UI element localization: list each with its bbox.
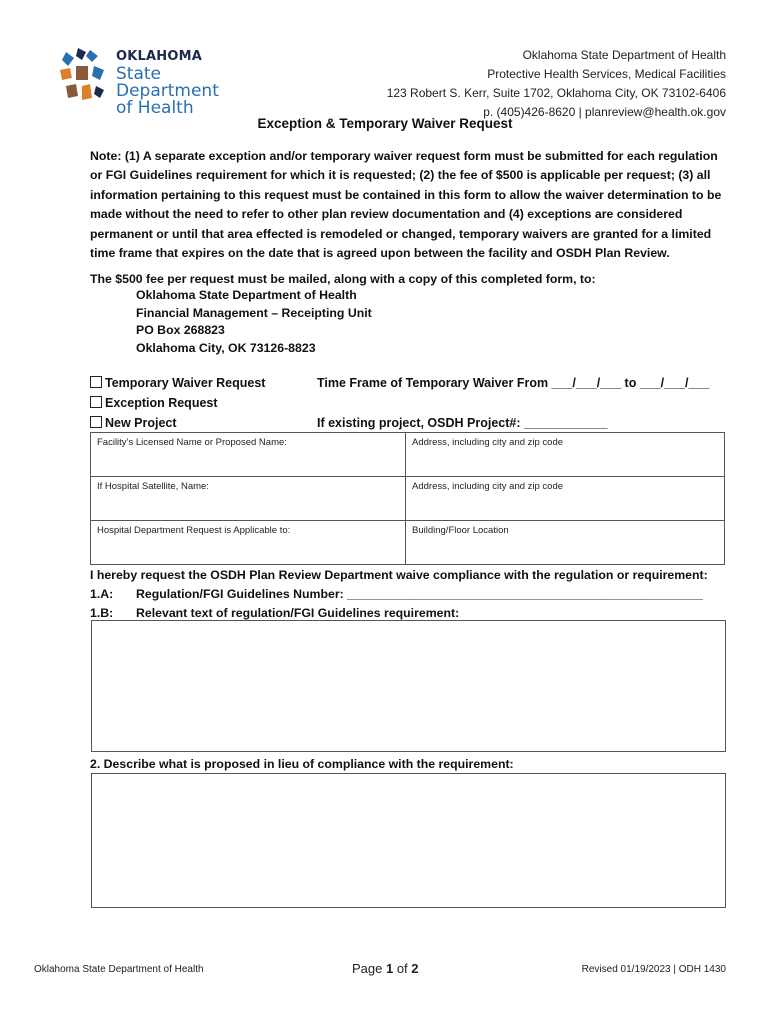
proposal-question: 2. Describe what is proposed in lieu of compliance with the requirement: [90,757,514,771]
footer-organization: Oklahoma State Department of Health [34,964,204,975]
temporary-waiver-label: Temporary Waiver Request [105,376,266,390]
satellite-address-field[interactable]: Address, including city and zip code [406,477,725,521]
footer-revision: Revised 01/19/2023 | ODH 1430 [581,964,726,975]
time-frame-field[interactable]: Time Frame of Temporary Waiver From ___/___/___ to ___/___/___ [317,376,710,390]
facility-name-field[interactable]: Facility’s Licensed Name or Proposed Name: [91,433,406,477]
new-project-checkbox[interactable] [90,413,177,433]
form-title: Exception & Temporary Waiver Request [257,116,513,131]
checkbox-box[interactable] [90,396,102,408]
table-row [91,521,725,565]
fee-instruction: The $500 fee per request must be mailed, along with a copy of this completed form, to: [90,272,596,286]
request-intro: I hereby request the OSDH Plan Review Department waive compliance with the regulation or requirement: [90,568,708,582]
page-current: 1 [385,961,394,976]
facility-info-table [90,432,725,565]
table-row [91,477,725,521]
logo-line-3: of Health [116,98,194,118]
exception-request-label: Exception Request [105,396,218,410]
header-line-4: p. (405)426-8620 | planreview@health.ok.gov [483,105,726,119]
header-line-2: Protective Health Services, Medical Facilities [487,67,726,81]
regulation-number-field[interactable]: Regulation/FGI Guidelines Number: ____________________________________________________ [136,587,703,601]
building-floor-field[interactable]: Building/Floor Location [406,521,725,565]
new-project-label: New Project [105,416,177,430]
regulation-number-row[interactable] [90,585,708,604]
checkbox-box[interactable] [90,416,102,428]
regulation-text-box[interactable] [91,620,726,752]
header-line-3: 123 Robert S. Kerr, Suite 1702, Oklahoma City, OK 73102-6406 [386,86,726,100]
logo-line-2: State Department [116,64,219,101]
table-row [91,433,725,477]
header-line-1: Oklahoma State Department of Health [522,48,726,62]
note-paragraph: Note: (1) A separate exception and/or temporary waiver request form must be submitted for each regulation or FGI Guidelines requirement for which it is requested; (2) the fee of $500 is applicable per request; (3) all information pertaining to this request must be contained in this form to allow the waiver determination to be made without the need to refer to other plan review documentation and (4) exceptions are considered permanent or until that area effected is remodeled or changed, temporary waivers are granted for a limited time frame that expires on the date that is agreed upon between the facility and OSDH Plan Review. [90,149,722,261]
header-contact [387,46,726,122]
page-prefix: Page [352,961,386,976]
exception-request-checkbox[interactable] [90,393,218,413]
request-section [90,566,708,623]
proposal-text-box[interactable] [91,773,726,908]
satellite-name-field[interactable]: If Hospital Satellite, Name: [91,477,406,521]
mailing-address-line: Oklahoma City, OK 73126-8823 [136,340,316,355]
temporary-waiver-checkbox[interactable] [90,373,265,393]
mailing-address [136,287,372,357]
regulation-text-label: Relevant text of regulation/FGI Guidelines requirement: [136,606,460,620]
page-of: of [393,961,412,976]
hospital-department-field[interactable]: Hospital Department Request is Applicable to: [91,521,406,565]
page-number [352,961,419,976]
logo-line-1: OKLAHOMA [116,49,202,64]
mailing-address-line: PO Box 268823 [136,323,225,337]
existing-project-field[interactable]: If existing project, OSDH Project#: ____________ [317,416,608,430]
facility-address-field[interactable]: Address, including city and zip code [406,433,725,477]
star-emblem-icon [58,46,110,106]
mailing-address-line: Financial Management – Receipting Unit [136,305,372,320]
mailing-address-line: Oklahoma State Department of Health [136,288,357,302]
page-total: 2 [411,961,419,976]
item-1b-label: 1.B: [90,606,114,620]
checkbox-box[interactable] [90,376,102,388]
osdh-logo [58,46,258,118]
item-1a-label: 1.A: [90,587,114,601]
